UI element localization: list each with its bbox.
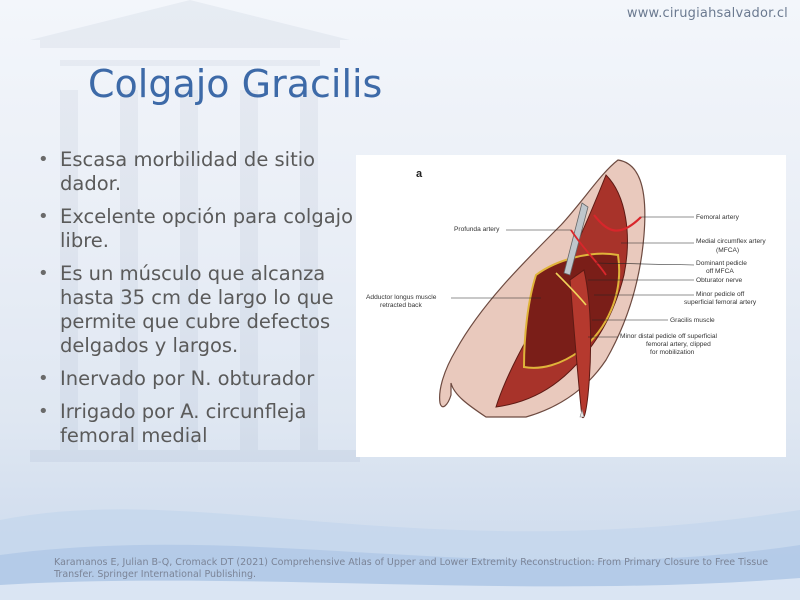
bullet-text: Inervado por N. obturador	[60, 367, 315, 390]
label-distal-line3: for mobilization	[650, 349, 695, 356]
panel-letter: a	[416, 168, 423, 180]
label-femoral-artery: Femoral artery	[696, 214, 739, 221]
bullet-item	[36, 205, 356, 253]
slide-title: Colgajo Gracilis	[88, 62, 383, 106]
bullet-list	[36, 148, 356, 457]
bullet-item	[36, 148, 356, 196]
bullet-dot: •	[38, 401, 49, 422]
label-minor-line1: Minor pedicle off	[696, 291, 745, 298]
anatomy-figure	[356, 155, 786, 457]
label-mfca-line1: Medial circumflex artery	[696, 238, 766, 245]
label-profunda-artery: Profunda artery	[454, 226, 500, 233]
label-minor-line2: superficial femoral artery	[684, 299, 757, 306]
label-dominant-line1: Dominant pedicle	[696, 260, 747, 267]
bullet-text: Escasa morbilidad de sitio dador.	[60, 148, 316, 195]
label-distal-line1: Minor distal pedicle off superficial	[620, 333, 718, 340]
bullet-item	[36, 367, 356, 391]
label-distal-line2: femoral artery, clipped	[646, 341, 711, 348]
bullet-dot: •	[38, 368, 49, 389]
bullet-dot: •	[38, 206, 49, 227]
label-adductor-line1: Adductor longus muscle	[366, 294, 437, 301]
bullet-text: Excelente opción para colgajo libre.	[60, 205, 354, 252]
label-obturator-nerve: Obturator nerve	[696, 277, 743, 284]
site-url[interactable]: www.cirugiahsalvador.cl	[626, 6, 788, 21]
citation: Karamanos E, Julian B-Q, Cromack DT (2021) Comprehensive Atlas of Upper and Lower Extremity Reconstruction: From Primary Closure to Free Tissue Transfer. Springer International Publishing.	[54, 557, 769, 580]
bullet-item	[36, 262, 356, 358]
bullet-dot: •	[38, 263, 49, 284]
bullet-item	[36, 400, 356, 448]
bullet-text: Es un músculo que alcanza hasta 35 cm de largo lo que permite que cubre defectos delgados y largos.	[60, 262, 334, 357]
label-mfca-line2: (MFCA)	[716, 247, 740, 254]
label-adductor-line2: retracted back	[380, 302, 422, 309]
bullet-dot: •	[38, 149, 49, 170]
label-dominant-line2: off MFCA	[706, 268, 734, 275]
gracilis-flap-illustration	[356, 155, 786, 457]
label-gracilis-muscle: Gracilis muscle	[670, 317, 715, 324]
bullet-text: Irrigado por A. circunfleja femoral medial	[60, 400, 307, 447]
